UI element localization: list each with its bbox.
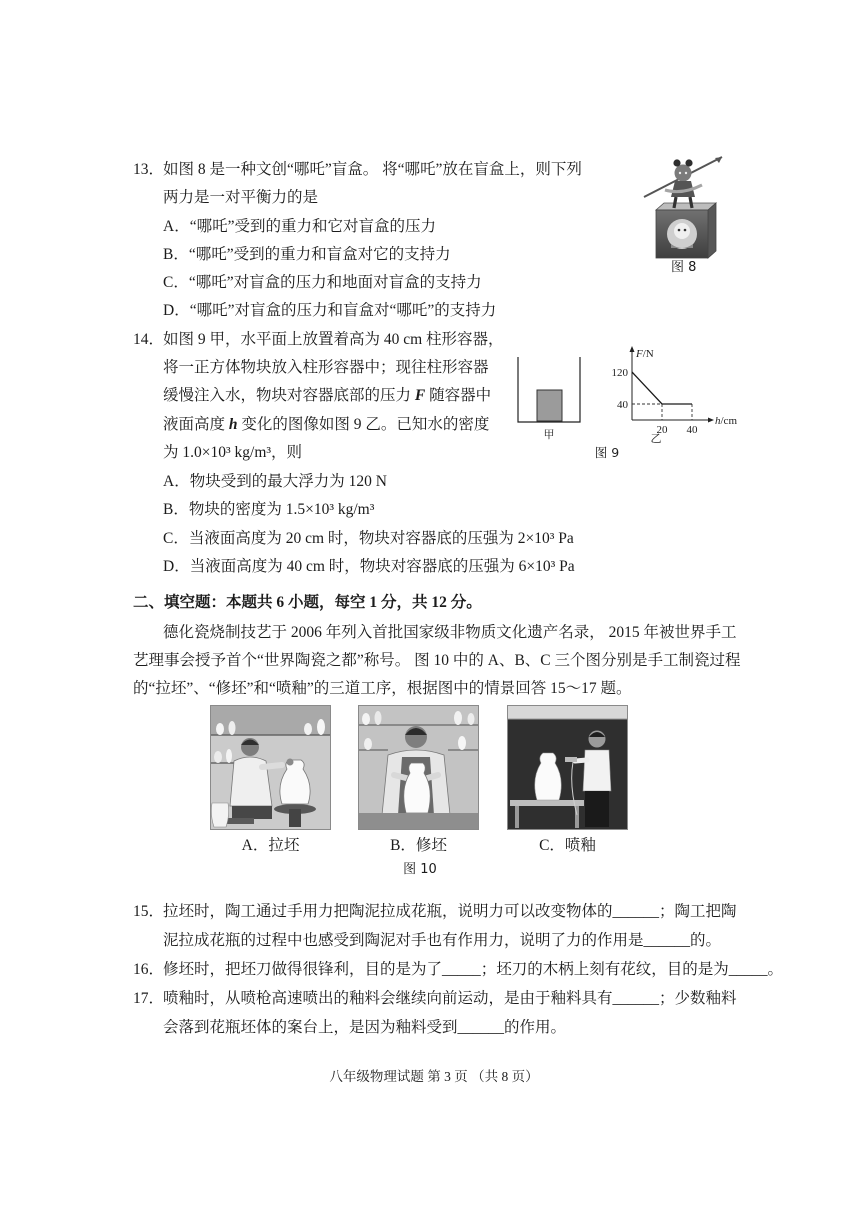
figure-caption: 图 10 (403, 862, 437, 877)
question-text-line: 修坯时，把坯刀做得很锋利，目的是为了_____；坯刀的木柄上刻有花纹，目的是为_____。 (163, 961, 784, 978)
y-tick-label: 120 (611, 367, 628, 379)
question-stem-line: 两力是一对平衡力的是 (163, 189, 319, 206)
question-text-line: 拉坯时，陶工通过手用力把陶泥拉成花瓶，说明力可以改变物体的______；陶工把陶 (163, 903, 737, 920)
intro-paragraph-line: 艺理事会授予首个“世界陶瓷之都”称号。 图 10 中的 A、B、C 三个图分别是手工制瓷过程 (133, 652, 741, 669)
question-number: 15． (133, 903, 165, 920)
y-axis-label: F/N (636, 348, 654, 360)
stem-text: 液面高度 (163, 416, 229, 433)
question-stem-line: 如图 8 是一种文创“哪吒”盲盒。 将“哪吒”放在盲盒上，则下列 (163, 161, 582, 178)
stem-text: 变化的图像如图 9 乙。已知水的密度 (237, 416, 490, 433)
option-c: C．“哪吒”对盲盒的压力和地面对盲盒的支持力 (163, 274, 482, 291)
force-height-graph (612, 346, 738, 436)
x-tick-label: 20 (656, 424, 668, 436)
question-stem-line (163, 386, 491, 406)
panel-label-a: A．拉坯 (241, 837, 300, 854)
work-table (510, 800, 584, 806)
container-label: 甲 (543, 429, 555, 441)
photo-glaze-spraying (507, 705, 628, 830)
option-d: D．“哪吒”对盲盒的压力和盲盒对“哪吒”的支持力 (163, 302, 497, 319)
graph-label: 乙 (650, 433, 662, 445)
work-table (358, 813, 479, 830)
x-axis-label: h/cm (715, 415, 737, 427)
figure-8-nezha-blind-box (636, 150, 728, 260)
question-stem-line: 为 1.0×10³ kg/m³，则 (163, 444, 303, 461)
panel-label-b: B．修坯 (390, 837, 447, 854)
variable-height: h (228, 416, 238, 433)
container-diagram (518, 357, 580, 422)
question-number: 17． (133, 990, 165, 1007)
figure-9 (505, 340, 740, 465)
force-curve (632, 372, 692, 404)
cube-block (537, 390, 562, 421)
y-axis-arrow (630, 346, 635, 352)
question-text-line: 喷釉时，从喷枪高速喷出的釉料会继续向前运动，是由于釉料具有______；少数釉料 (163, 990, 737, 1007)
hand (287, 759, 294, 766)
question-number: 14． (133, 331, 165, 348)
question-number: 13． (133, 161, 165, 178)
variable-force: F (414, 387, 426, 404)
photo-trimming (358, 705, 479, 830)
nezha-figure (644, 157, 722, 208)
ceiling-light (507, 705, 628, 719)
panel-label-c: C．喷釉 (539, 837, 596, 854)
stem-text: 随容器中 (425, 387, 492, 404)
intro-paragraph-line: 德化瓷烧制技艺于 2006 年列入首批国家级非物质文化遗产名录， 2015 年被世界手工 (163, 624, 737, 641)
foreground-vase (211, 803, 228, 827)
question-stem-line: 将一正方体物块放入柱形容器中；现往柱形容器 (163, 359, 489, 376)
question-stem-line: 如图 9 甲，水平面上放置着高为 40 cm 柱形容器， (163, 331, 504, 348)
y-tick-label: 40 (617, 399, 628, 411)
option-b: B．“哪吒”受到的重力和盲盒对它的支持力 (163, 246, 451, 263)
question-text-line: 泥拉成花瓶的过程中也感受到陶泥对手也有作用力，说明了力的作用是______的。 (163, 932, 722, 949)
blind-box (656, 203, 716, 258)
stem-text: 缓慢注入水，物块对容器底部的压力 (163, 387, 415, 404)
x-tick-label: 40 (686, 424, 698, 436)
option-b: B．物块的密度为 1.5×10³ kg/m³ (163, 501, 375, 518)
x-axis-arrow (708, 418, 714, 423)
figure-caption: 图 9 (594, 445, 620, 460)
option-a: A．物块受到的最大浮力为 120 N (163, 473, 387, 490)
photo-throwing (210, 705, 331, 830)
intro-paragraph-line: 的“拉坯”、“修坯”和“喷釉”的三道工序，根据图中的情景回答 15～17 题。 (133, 680, 632, 697)
question-text-line: 会落到花瓶坯体的案台上，是因为釉料受到______的作用。 (163, 1019, 567, 1036)
section-heading: 二、填空题：本题共 6 小题，每空 1 分，共 12 分。 (133, 594, 482, 611)
option-d: D．当液面高度为 40 cm 时，物块对容器底的压强为 6×10³ Pa (163, 558, 575, 575)
option-a: A．“哪吒”受到的重力和它对盲盒的压力 (163, 218, 436, 235)
page-footer: 八年级物理试题 第 3 页 （共 8 页） (329, 1069, 539, 1084)
question-number: 16． (133, 961, 165, 978)
option-c: C．当液面高度为 20 cm 时，物块对容器底的压强为 2×10³ Pa (163, 530, 574, 547)
figure-caption: 图 8 (671, 260, 697, 275)
question-stem-line (163, 415, 489, 435)
